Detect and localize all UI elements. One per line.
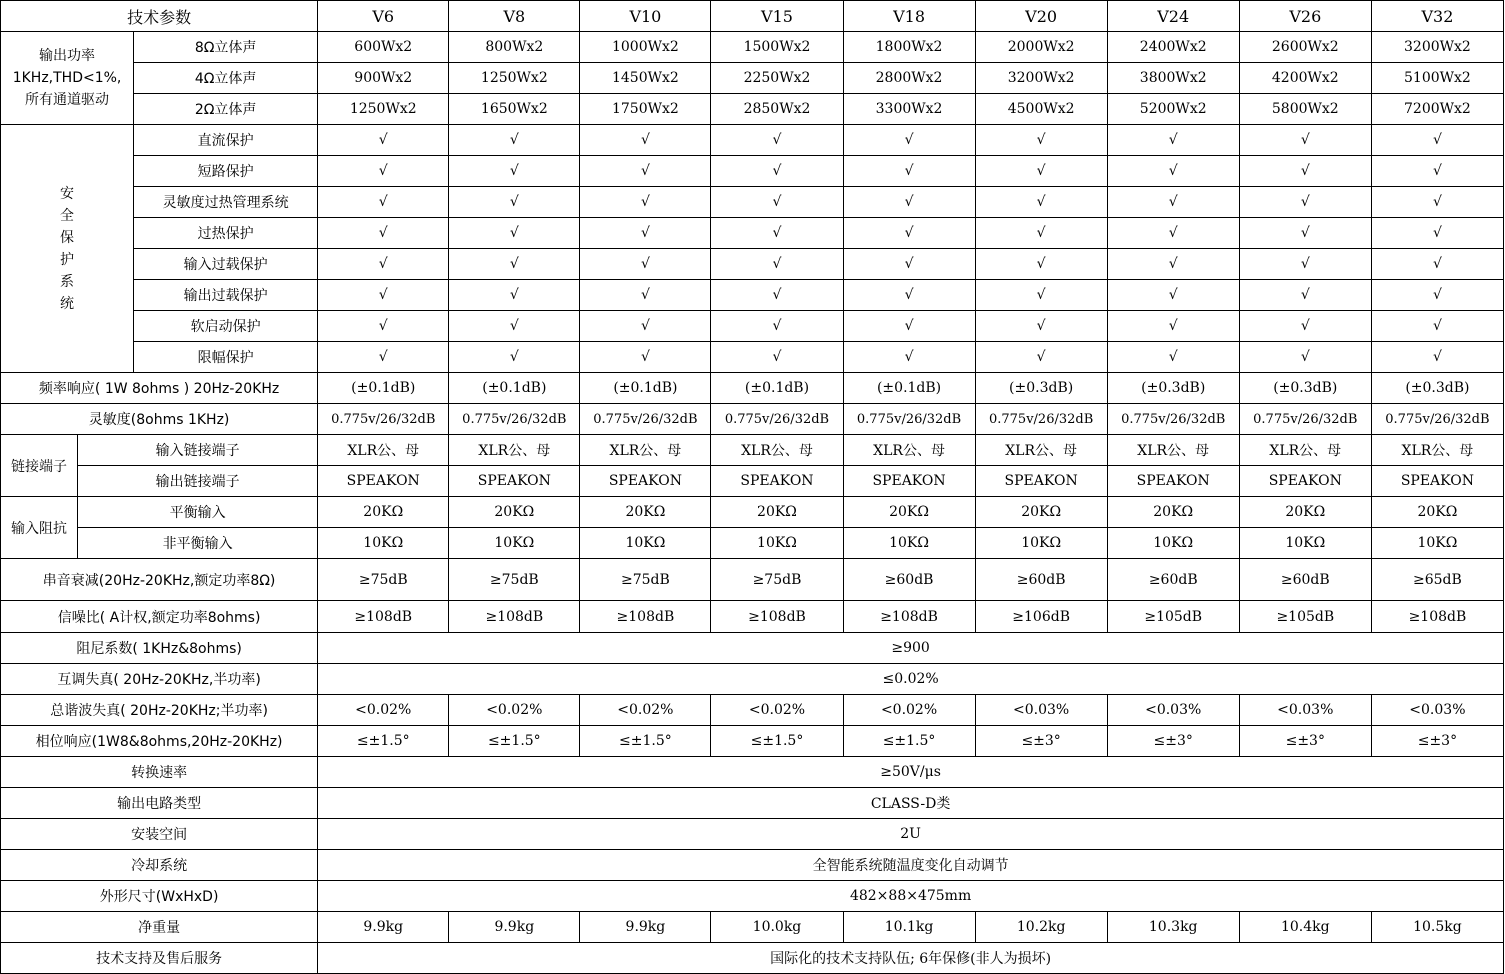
check-mark: √	[580, 156, 711, 187]
table-row	[1, 156, 1504, 187]
value-cell: ≤±1.5°	[580, 726, 711, 757]
check-mark: √	[580, 218, 711, 249]
row-label: 输入链接端子	[78, 435, 318, 466]
value-cell: 2250Wx2	[711, 63, 843, 94]
model-header: V20	[975, 1, 1107, 32]
row-label: 输入过载保护	[134, 249, 318, 280]
value-cell: XLR公、母	[1239, 435, 1371, 466]
check-mark: √	[1107, 218, 1239, 249]
table-row	[1, 943, 1504, 974]
value-cell: 10KΩ	[1239, 528, 1371, 559]
value-cell: 20KΩ	[318, 497, 449, 528]
value-cell: 20KΩ	[843, 497, 975, 528]
value-cell: ≤±1.5°	[318, 726, 449, 757]
value-cell: (±0.1dB)	[449, 373, 580, 404]
value-cell: 10KΩ	[449, 528, 580, 559]
check-mark: √	[1239, 342, 1371, 373]
table-row	[1, 695, 1504, 726]
table-row	[1, 63, 1504, 94]
value-cell: SPEAKON	[1371, 466, 1503, 497]
row-label: 信噪比( A计权,额定功率8ohms)	[1, 601, 318, 633]
row-label: 转换速率	[1, 757, 318, 788]
check-mark: √	[1371, 311, 1503, 342]
model-header: V10	[580, 1, 711, 32]
model-header: V32	[1371, 1, 1503, 32]
value-cell: (±0.3dB)	[1371, 373, 1503, 404]
value-cell: 0.775v/26/32dB	[318, 404, 449, 435]
check-mark: √	[711, 218, 843, 249]
value-cell: 0.775v/26/32dB	[843, 404, 975, 435]
value-cell: XLR公、母	[843, 435, 975, 466]
check-mark: √	[1107, 156, 1239, 187]
check-mark: √	[711, 187, 843, 218]
value-cell: ≥60dB	[1239, 559, 1371, 601]
value-cell: 0.775v/26/32dB	[580, 404, 711, 435]
value-cell: 10KΩ	[711, 528, 843, 559]
value-cell: 10KΩ	[318, 528, 449, 559]
model-header: V24	[1107, 1, 1239, 32]
check-mark: √	[843, 342, 975, 373]
value-cell: ≥75dB	[580, 559, 711, 601]
value-cell: 10KΩ	[1107, 528, 1239, 559]
row-label: 限幅保护	[134, 342, 318, 373]
model-header: V6	[318, 1, 449, 32]
check-mark: √	[711, 342, 843, 373]
table-row	[1, 249, 1504, 280]
value-cell: (±0.3dB)	[1239, 373, 1371, 404]
protection-group-label	[1, 125, 134, 373]
value-cell: 1800Wx2	[843, 32, 975, 63]
value-cell: SPEAKON	[975, 466, 1107, 497]
check-mark: √	[1107, 280, 1239, 311]
value-cell: ≥60dB	[843, 559, 975, 601]
value-cell: 2400Wx2	[1107, 32, 1239, 63]
table-row	[1, 125, 1504, 156]
value-cell: 9.9kg	[449, 912, 580, 943]
connectors-group-label: 链接端子	[1, 435, 78, 497]
value-cell: 10.3kg	[1107, 912, 1239, 943]
row-label: 非平衡输入	[78, 528, 318, 559]
table-row	[1, 32, 1504, 63]
value-cell: 10.0kg	[711, 912, 843, 943]
value-cell: 9.9kg	[318, 912, 449, 943]
table-row	[1, 373, 1504, 404]
value-cell: ≤±3°	[975, 726, 1107, 757]
row-label: 串音衰减(20Hz-20KHz,额定功率8Ω)	[1, 559, 318, 601]
value-cell: 20KΩ	[711, 497, 843, 528]
check-mark: √	[711, 156, 843, 187]
row-label: 阻尼系数( 1KHz&8ohms)	[1, 633, 318, 664]
row-label: 2Ω立体声	[134, 94, 318, 125]
value-cell: ≥108dB	[580, 601, 711, 633]
value-cell: 1250Wx2	[318, 94, 449, 125]
check-mark: √	[580, 187, 711, 218]
row-label: 过热保护	[134, 218, 318, 249]
check-mark: √	[318, 311, 449, 342]
value-cell: ≥108dB	[711, 601, 843, 633]
check-mark: √	[1371, 125, 1503, 156]
value-cell: 20KΩ	[975, 497, 1107, 528]
check-mark: √	[975, 280, 1107, 311]
check-mark: √	[843, 187, 975, 218]
check-mark: √	[1239, 311, 1371, 342]
value-cell: ≥75dB	[318, 559, 449, 601]
value-cell: SPEAKON	[843, 466, 975, 497]
check-mark: √	[1107, 342, 1239, 373]
value-cell: ≥106dB	[975, 601, 1107, 633]
value-cell: 20KΩ	[1107, 497, 1239, 528]
row-label: 互调失真( 20Hz-20KHz,半功率)	[1, 664, 318, 695]
check-mark: √	[1239, 125, 1371, 156]
table-row	[1, 280, 1504, 311]
check-mark: √	[975, 125, 1107, 156]
row-label: 冷却系统	[1, 850, 318, 881]
value-cell: ≥108dB	[318, 601, 449, 633]
value-cell: (±0.3dB)	[975, 373, 1107, 404]
value-cell: (±0.1dB)	[711, 373, 843, 404]
value-cell: 1250Wx2	[449, 63, 580, 94]
value-cell: ≥60dB	[975, 559, 1107, 601]
check-mark: √	[843, 311, 975, 342]
value-cell: XLR公、母	[1107, 435, 1239, 466]
value-cell: SPEAKON	[1107, 466, 1239, 497]
value-cell: ≥75dB	[711, 559, 843, 601]
value-cell: 20KΩ	[1239, 497, 1371, 528]
value-cell: <0.03%	[1371, 695, 1503, 726]
value-cell: (±0.3dB)	[1107, 373, 1239, 404]
check-mark: √	[580, 280, 711, 311]
value-cell: 3300Wx2	[843, 94, 975, 125]
table-row	[1, 881, 1504, 912]
row-label: 平衡输入	[78, 497, 318, 528]
value-cell: SPEAKON	[1239, 466, 1371, 497]
table-row	[1, 435, 1504, 466]
value-cell: 国际化的技术支持队伍; 6年保修(非人为损坏)	[318, 943, 1504, 974]
check-mark: √	[1107, 249, 1239, 280]
table-row	[1, 726, 1504, 757]
value-cell: ≥50V/μs	[318, 757, 1504, 788]
value-cell: 10KΩ	[975, 528, 1107, 559]
check-mark: √	[1371, 249, 1503, 280]
row-label: 频率响应( 1W 8ohms ) 20Hz-20KHz	[1, 373, 318, 404]
protection-group-label-char: 统	[60, 295, 75, 312]
check-mark: √	[843, 218, 975, 249]
value-cell: 3200Wx2	[975, 63, 1107, 94]
check-mark: √	[975, 156, 1107, 187]
value-cell: ≤±1.5°	[843, 726, 975, 757]
check-mark: √	[975, 187, 1107, 218]
check-mark: √	[711, 311, 843, 342]
value-cell: ≤±3°	[1371, 726, 1503, 757]
protection-group-label-char: 系	[60, 273, 75, 290]
check-mark: √	[1107, 187, 1239, 218]
value-cell: ≥60dB	[1107, 559, 1239, 601]
protection-group-label-char: 护	[60, 251, 75, 268]
value-cell: 0.775v/26/32dB	[1107, 404, 1239, 435]
value-cell: 800Wx2	[449, 32, 580, 63]
value-cell: 20KΩ	[1371, 497, 1503, 528]
check-mark: √	[975, 249, 1107, 280]
table-row	[1, 94, 1504, 125]
check-mark: √	[449, 342, 580, 373]
row-label: 灵敏度过热管理系统	[134, 187, 318, 218]
table-row	[1, 404, 1504, 435]
check-mark: √	[318, 125, 449, 156]
value-cell: 10KΩ	[1371, 528, 1503, 559]
value-cell: 1650Wx2	[449, 94, 580, 125]
table-row	[1, 664, 1504, 695]
table-row	[1, 912, 1504, 943]
value-cell: 3800Wx2	[1107, 63, 1239, 94]
protection-group-label-char: 全	[60, 207, 75, 224]
value-cell: 0.775v/26/32dB	[1239, 404, 1371, 435]
row-label: 技术支持及售后服务	[1, 943, 318, 974]
value-cell: XLR公、母	[580, 435, 711, 466]
header-row	[1, 1, 1504, 32]
value-cell: <0.03%	[1239, 695, 1371, 726]
check-mark: √	[1107, 311, 1239, 342]
row-label: 安装空间	[1, 819, 318, 850]
check-mark: √	[843, 125, 975, 156]
value-cell: 0.775v/26/32dB	[711, 404, 843, 435]
check-mark: √	[318, 249, 449, 280]
table-row	[1, 311, 1504, 342]
value-cell: 1500Wx2	[711, 32, 843, 63]
table-row	[1, 601, 1504, 633]
check-mark: √	[1239, 187, 1371, 218]
value-cell: 10.4kg	[1239, 912, 1371, 943]
value-cell: 2U	[318, 819, 1504, 850]
check-mark: √	[580, 342, 711, 373]
value-cell: 1750Wx2	[580, 94, 711, 125]
check-mark: √	[318, 218, 449, 249]
check-mark: √	[580, 311, 711, 342]
value-cell: XLR公、母	[318, 435, 449, 466]
value-cell: 7200Wx2	[1371, 94, 1503, 125]
value-cell: SPEAKON	[449, 466, 580, 497]
table-row	[1, 850, 1504, 881]
check-mark: √	[1239, 156, 1371, 187]
check-mark: √	[975, 218, 1107, 249]
row-label: 4Ω立体声	[134, 63, 318, 94]
check-mark: √	[318, 342, 449, 373]
row-label: 8Ω立体声	[134, 32, 318, 63]
value-cell: 2600Wx2	[1239, 32, 1371, 63]
table-row	[1, 757, 1504, 788]
value-cell: ≥108dB	[843, 601, 975, 633]
row-label: 输出过载保护	[134, 280, 318, 311]
table-row	[1, 466, 1504, 497]
protection-group-label-char: 保	[60, 229, 75, 246]
check-mark: √	[449, 187, 580, 218]
value-cell: 5100Wx2	[1371, 63, 1503, 94]
value-cell: ≤±1.5°	[711, 726, 843, 757]
check-mark: √	[1107, 125, 1239, 156]
check-mark: √	[975, 342, 1107, 373]
table-row	[1, 497, 1504, 528]
value-cell: 2800Wx2	[843, 63, 975, 94]
check-mark: √	[843, 280, 975, 311]
check-mark: √	[1371, 187, 1503, 218]
value-cell: 2850Wx2	[711, 94, 843, 125]
value-cell: 10KΩ	[580, 528, 711, 559]
value-cell: ≥108dB	[1371, 601, 1503, 633]
check-mark: √	[580, 125, 711, 156]
check-mark: √	[711, 125, 843, 156]
value-cell: 1450Wx2	[580, 63, 711, 94]
value-cell: 10.1kg	[843, 912, 975, 943]
check-mark: √	[1371, 280, 1503, 311]
model-header: V18	[843, 1, 975, 32]
row-label: 短路保护	[134, 156, 318, 187]
table-row	[1, 559, 1504, 601]
model-header: V8	[449, 1, 580, 32]
value-cell: ≥900	[318, 633, 1504, 664]
value-cell: SPEAKON	[318, 466, 449, 497]
check-mark: √	[580, 249, 711, 280]
check-mark: √	[449, 156, 580, 187]
value-cell: XLR公、母	[975, 435, 1107, 466]
value-cell: CLASS-D类	[318, 788, 1504, 819]
row-label: 净重量	[1, 912, 318, 943]
table-row	[1, 819, 1504, 850]
power-group-label	[1, 32, 134, 125]
check-mark: √	[449, 218, 580, 249]
model-header: V15	[711, 1, 843, 32]
check-mark: √	[711, 249, 843, 280]
value-cell: <0.02%	[843, 695, 975, 726]
check-mark: √	[318, 156, 449, 187]
table-row	[1, 187, 1504, 218]
value-cell: 482×88×475mm	[318, 881, 1504, 912]
value-cell: 0.775v/26/32dB	[975, 404, 1107, 435]
row-label: 输出电路类型	[1, 788, 318, 819]
value-cell: ≥105dB	[1107, 601, 1239, 633]
value-cell: ≥75dB	[449, 559, 580, 601]
row-label: 直流保护	[134, 125, 318, 156]
value-cell: ≤±1.5°	[449, 726, 580, 757]
check-mark: √	[449, 311, 580, 342]
row-label: 外形尺寸(WxHxD)	[1, 881, 318, 912]
check-mark: √	[843, 156, 975, 187]
check-mark: √	[449, 280, 580, 311]
table-row	[1, 528, 1504, 559]
value-cell: (±0.1dB)	[580, 373, 711, 404]
check-mark: √	[449, 249, 580, 280]
value-cell: <0.02%	[449, 695, 580, 726]
value-cell: 5200Wx2	[1107, 94, 1239, 125]
value-cell: 9.9kg	[580, 912, 711, 943]
check-mark: √	[1239, 218, 1371, 249]
row-label: 相位响应(1W8&8ohms,20Hz-20KHz)	[1, 726, 318, 757]
value-cell: 3200Wx2	[1371, 32, 1503, 63]
value-cell: <0.03%	[1107, 695, 1239, 726]
check-mark: √	[449, 125, 580, 156]
value-cell: XLR公、母	[1371, 435, 1503, 466]
check-mark: √	[1239, 280, 1371, 311]
impedance-group-label: 输入阻抗	[1, 497, 78, 559]
value-cell: (±0.1dB)	[318, 373, 449, 404]
check-mark: √	[1371, 342, 1503, 373]
value-cell: 20KΩ	[580, 497, 711, 528]
value-cell: (±0.1dB)	[843, 373, 975, 404]
value-cell: 10KΩ	[843, 528, 975, 559]
value-cell: 20KΩ	[449, 497, 580, 528]
table-title: 技术参数	[1, 1, 318, 32]
value-cell: 5800Wx2	[1239, 94, 1371, 125]
row-label: 软启动保护	[134, 311, 318, 342]
value-cell: <0.02%	[711, 695, 843, 726]
value-cell: 10.5kg	[1371, 912, 1503, 943]
value-cell: 0.775v/26/32dB	[1371, 404, 1503, 435]
value-cell: 2000Wx2	[975, 32, 1107, 63]
value-cell: 全智能系统随温度变化自动调节	[318, 850, 1504, 881]
value-cell: ≥108dB	[449, 601, 580, 633]
check-mark: √	[975, 311, 1107, 342]
power-group-label-line: 所有通道驱动	[25, 92, 110, 108]
value-cell: SPEAKON	[580, 466, 711, 497]
table-row	[1, 218, 1504, 249]
check-mark: √	[843, 249, 975, 280]
value-cell: 900Wx2	[318, 63, 449, 94]
row-label: 灵敏度(8ohms 1KHz)	[1, 404, 318, 435]
value-cell: <0.03%	[975, 695, 1107, 726]
value-cell: ≥65dB	[1371, 559, 1503, 601]
row-label: 总谐波失真( 20Hz-20KHz;半功率)	[1, 695, 318, 726]
check-mark: √	[1371, 156, 1503, 187]
value-cell: SPEAKON	[711, 466, 843, 497]
value-cell: 10.2kg	[975, 912, 1107, 943]
value-cell: 0.775v/26/32dB	[449, 404, 580, 435]
value-cell: 1000Wx2	[580, 32, 711, 63]
value-cell: <0.02%	[318, 695, 449, 726]
value-cell: XLR公、母	[711, 435, 843, 466]
value-cell: 600Wx2	[318, 32, 449, 63]
value-cell: ≤±3°	[1107, 726, 1239, 757]
model-header: V26	[1239, 1, 1371, 32]
table-row	[1, 788, 1504, 819]
table-row	[1, 342, 1504, 373]
value-cell: XLR公、母	[449, 435, 580, 466]
value-cell: ≥105dB	[1239, 601, 1371, 633]
table-row	[1, 633, 1504, 664]
power-group-label-line: 输出功率	[39, 48, 96, 64]
check-mark: √	[318, 280, 449, 311]
value-cell: <0.02%	[580, 695, 711, 726]
value-cell: 4200Wx2	[1239, 63, 1371, 94]
value-cell: ≤±3°	[1239, 726, 1371, 757]
check-mark: √	[1239, 249, 1371, 280]
power-group-label-line: 1KHz,THD<1%,	[12, 70, 122, 86]
check-mark: √	[711, 280, 843, 311]
protection-group-label-char: 安	[60, 185, 75, 202]
row-label: 输出链接端子	[78, 466, 318, 497]
check-mark: √	[318, 187, 449, 218]
check-mark: √	[1371, 218, 1503, 249]
value-cell: ≤0.02%	[318, 664, 1504, 695]
value-cell: 4500Wx2	[975, 94, 1107, 125]
